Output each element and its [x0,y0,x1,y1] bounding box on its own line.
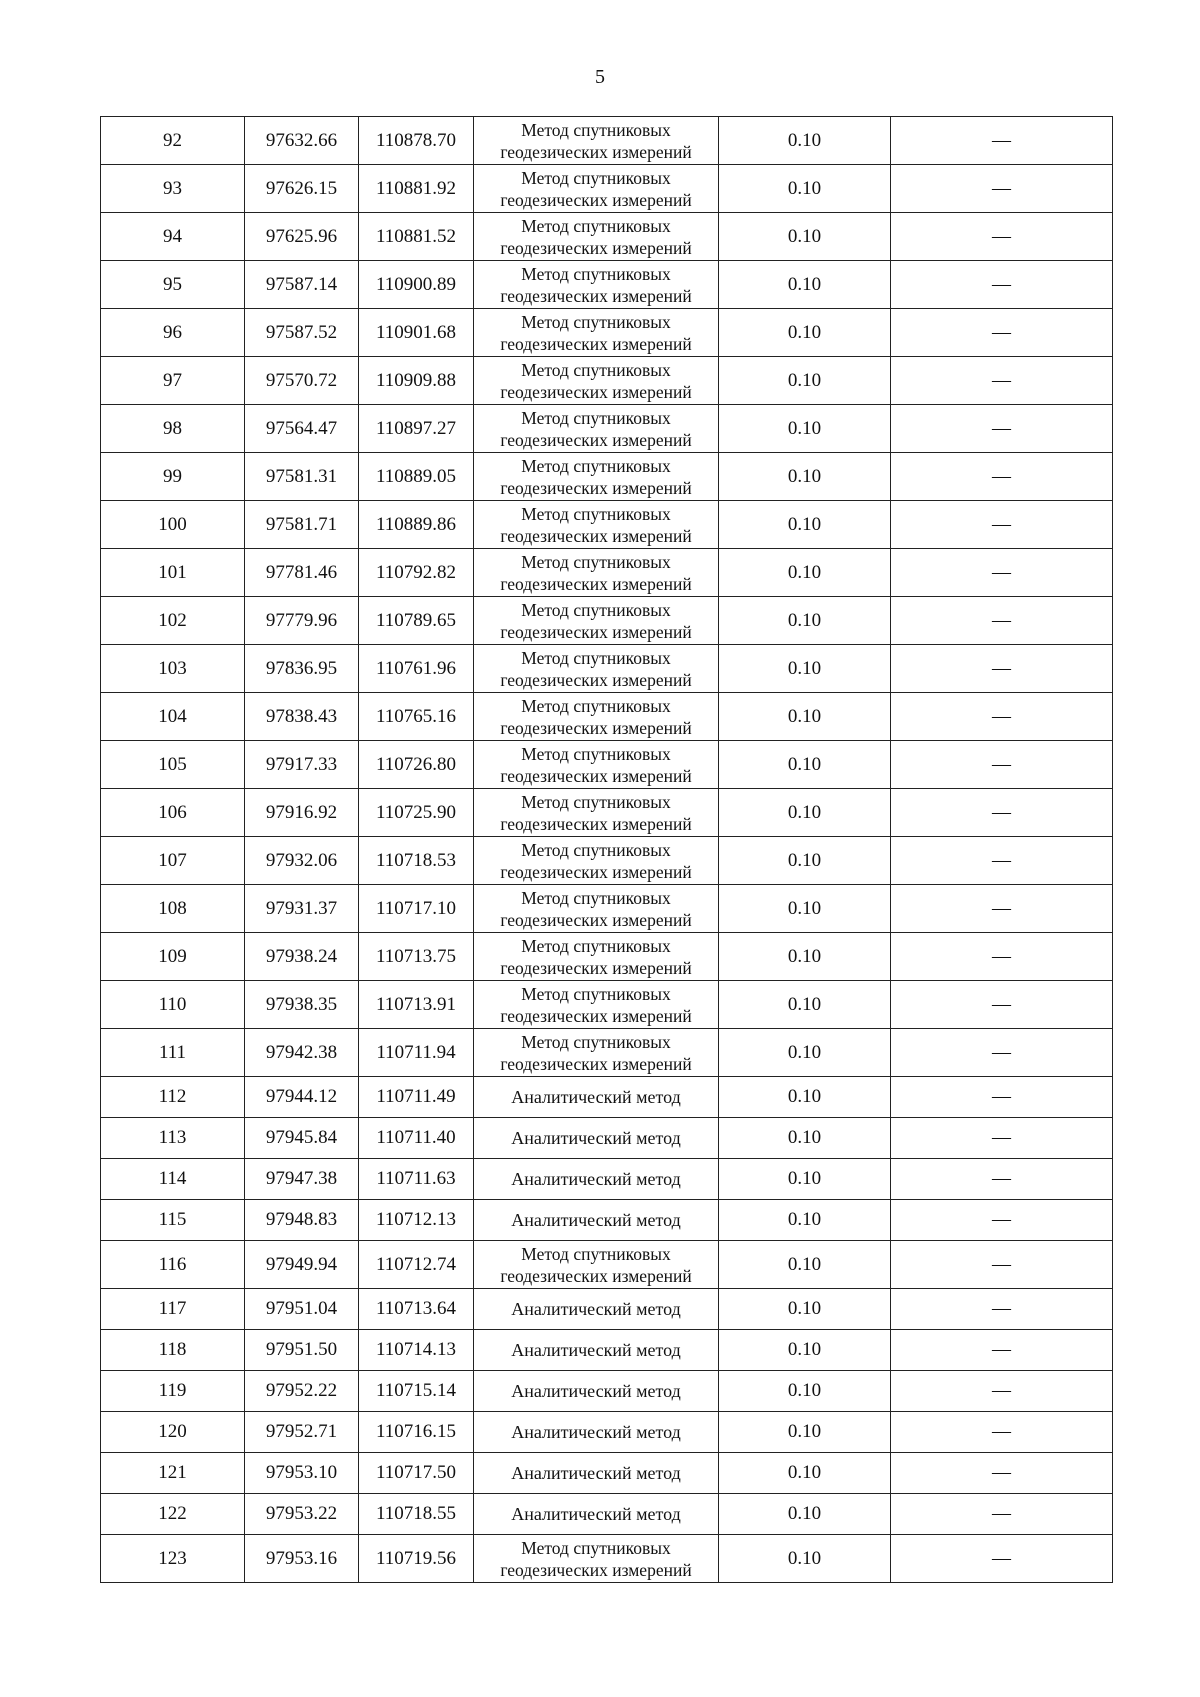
table-row [101,1494,1113,1535]
point-number-cell: 121 [101,1453,245,1494]
method-cell: Метод спутниковых геодезических измерений [474,837,719,885]
x-coordinate-cell: 97932.06 [245,837,359,885]
y-coordinate-cell: 110725.90 [359,789,474,837]
note-cell: — [891,117,1113,165]
x-coordinate-cell: 97953.10 [245,1453,359,1494]
note-cell: — [891,597,1113,645]
accuracy-cell: 0.10 [719,165,891,213]
method-cell: Аналитический метод [474,1159,719,1200]
x-coordinate-cell: 97951.04 [245,1289,359,1330]
method-cell: Аналитический метод [474,1330,719,1371]
method-cell: Метод спутниковых геодезических измерений [474,1241,719,1289]
y-coordinate-cell: 110715.14 [359,1371,474,1412]
note-cell: — [891,741,1113,789]
point-number-cell: 93 [101,165,245,213]
x-coordinate-cell: 97838.43 [245,693,359,741]
point-number-cell: 109 [101,933,245,981]
note-cell: — [891,933,1113,981]
method-cell: Аналитический метод [474,1289,719,1330]
point-number-cell: 112 [101,1077,245,1118]
y-coordinate-cell: 110889.05 [359,453,474,501]
method-cell: Аналитический метод [474,1077,719,1118]
method-cell: Метод спутниковых геодезических измерений [474,1535,719,1583]
table-row [101,501,1113,549]
accuracy-cell: 0.10 [719,1453,891,1494]
accuracy-cell: 0.10 [719,1330,891,1371]
accuracy-cell: 0.10 [719,1371,891,1412]
x-coordinate-cell: 97587.52 [245,309,359,357]
y-coordinate-cell: 110792.82 [359,549,474,597]
note-cell: — [891,261,1113,309]
y-coordinate-cell: 110719.56 [359,1535,474,1583]
x-coordinate-cell: 97570.72 [245,357,359,405]
table-row [101,1200,1113,1241]
table-row [101,1330,1113,1371]
x-coordinate-cell: 97779.96 [245,597,359,645]
method-cell: Метод спутниковых геодезических измерений [474,693,719,741]
method-cell: Метод спутниковых геодезических измерений [474,405,719,453]
y-coordinate-cell: 110718.55 [359,1494,474,1535]
x-coordinate-cell: 97947.38 [245,1159,359,1200]
accuracy-cell: 0.10 [719,1289,891,1330]
method-cell: Метод спутниковых геодезических измерений [474,453,719,501]
accuracy-cell: 0.10 [719,1494,891,1535]
y-coordinate-cell: 110711.94 [359,1029,474,1077]
point-number-cell: 98 [101,405,245,453]
accuracy-cell: 0.10 [719,117,891,165]
x-coordinate-cell: 97781.46 [245,549,359,597]
note-cell: — [891,165,1113,213]
x-coordinate-cell: 97581.71 [245,501,359,549]
method-cell: Метод спутниковых геодезических измерений [474,549,719,597]
y-coordinate-cell: 110713.75 [359,933,474,981]
x-coordinate-cell: 97836.95 [245,645,359,693]
table-row [101,213,1113,261]
point-number-cell: 111 [101,1029,245,1077]
accuracy-cell: 0.10 [719,501,891,549]
x-coordinate-cell: 97938.24 [245,933,359,981]
note-cell: — [891,1289,1113,1330]
point-number-cell: 103 [101,645,245,693]
x-coordinate-cell: 97564.47 [245,405,359,453]
method-cell: Метод спутниковых геодезических измерений [474,1029,719,1077]
x-coordinate-cell: 97952.71 [245,1412,359,1453]
method-cell: Метод спутниковых геодезических измерений [474,117,719,165]
x-coordinate-cell: 97587.14 [245,261,359,309]
x-coordinate-cell: 97945.84 [245,1118,359,1159]
y-coordinate-cell: 110765.16 [359,693,474,741]
note-cell: — [891,1077,1113,1118]
x-coordinate-cell: 97948.83 [245,1200,359,1241]
x-coordinate-cell: 97953.22 [245,1494,359,1535]
method-cell: Метод спутниковых геодезических измерений [474,213,719,261]
accuracy-cell: 0.10 [719,1241,891,1289]
method-cell: Метод спутниковых геодезических измерений [474,981,719,1029]
y-coordinate-cell: 110711.40 [359,1118,474,1159]
y-coordinate-cell: 110909.88 [359,357,474,405]
y-coordinate-cell: 110718.53 [359,837,474,885]
point-number-cell: 120 [101,1412,245,1453]
x-coordinate-cell: 97952.22 [245,1371,359,1412]
page-number: 5 [595,66,605,88]
table-row [101,165,1113,213]
point-number-cell: 97 [101,357,245,405]
note-cell: — [891,1029,1113,1077]
accuracy-cell: 0.10 [719,1029,891,1077]
note-cell: — [891,501,1113,549]
method-cell: Аналитический метод [474,1371,719,1412]
table-row [101,357,1113,405]
accuracy-cell: 0.10 [719,549,891,597]
table-row [101,453,1113,501]
point-number-cell: 110 [101,981,245,1029]
x-coordinate-cell: 97581.31 [245,453,359,501]
point-number-cell: 123 [101,1535,245,1583]
y-coordinate-cell: 110712.74 [359,1241,474,1289]
method-cell: Метод спутниковых геодезических измерений [474,309,719,357]
accuracy-cell: 0.10 [719,645,891,693]
point-number-cell: 95 [101,261,245,309]
accuracy-cell: 0.10 [719,885,891,933]
point-number-cell: 96 [101,309,245,357]
table-row [101,1289,1113,1330]
note-cell: — [891,1535,1113,1583]
note-cell: — [891,1118,1113,1159]
method-cell: Аналитический метод [474,1118,719,1159]
method-cell: Метод спутниковых геодезических измерений [474,357,719,405]
point-number-cell: 106 [101,789,245,837]
table-row [101,1077,1113,1118]
method-cell: Метод спутниковых геодезических измерений [474,261,719,309]
point-number-cell: 101 [101,549,245,597]
accuracy-cell: 0.10 [719,1077,891,1118]
table-row [101,549,1113,597]
accuracy-cell: 0.10 [719,405,891,453]
method-cell: Аналитический метод [474,1494,719,1535]
accuracy-cell: 0.10 [719,1200,891,1241]
x-coordinate-cell: 97917.33 [245,741,359,789]
accuracy-cell: 0.10 [719,1535,891,1583]
note-cell: — [891,1200,1113,1241]
y-coordinate-cell: 110713.64 [359,1289,474,1330]
y-coordinate-cell: 110711.49 [359,1077,474,1118]
table-row [101,789,1113,837]
note-cell: — [891,885,1113,933]
note-cell: — [891,693,1113,741]
note-cell: — [891,645,1113,693]
table-row [101,1453,1113,1494]
table-row [101,1241,1113,1289]
accuracy-cell: 0.10 [719,309,891,357]
y-coordinate-cell: 110717.10 [359,885,474,933]
y-coordinate-cell: 110714.13 [359,1330,474,1371]
table-row [101,837,1113,885]
method-cell: Метод спутниковых геодезических измерений [474,789,719,837]
point-number-cell: 115 [101,1200,245,1241]
accuracy-cell: 0.10 [719,789,891,837]
x-coordinate-cell: 97938.35 [245,981,359,1029]
method-cell: Аналитический метод [474,1412,719,1453]
accuracy-cell: 0.10 [719,1159,891,1200]
point-number-cell: 117 [101,1289,245,1330]
note-cell: — [891,1330,1113,1371]
note-cell: — [891,309,1113,357]
method-cell: Аналитический метод [474,1453,719,1494]
method-cell: Метод спутниковых геодезических измерений [474,885,719,933]
accuracy-cell: 0.10 [719,213,891,261]
table-row [101,117,1113,165]
point-number-cell: 118 [101,1330,245,1371]
y-coordinate-cell: 110761.96 [359,645,474,693]
accuracy-cell: 0.10 [719,981,891,1029]
y-coordinate-cell: 110716.15 [359,1412,474,1453]
table-row [101,1029,1113,1077]
accuracy-cell: 0.10 [719,357,891,405]
y-coordinate-cell: 110711.63 [359,1159,474,1200]
point-number-cell: 104 [101,693,245,741]
point-number-cell: 94 [101,213,245,261]
table-row [101,261,1113,309]
note-cell: — [891,1159,1113,1200]
coordinates-table [100,116,1113,1583]
table-row [101,981,1113,1029]
accuracy-cell: 0.10 [719,261,891,309]
point-number-cell: 100 [101,501,245,549]
x-coordinate-cell: 97944.12 [245,1077,359,1118]
x-coordinate-cell: 97632.66 [245,117,359,165]
note-cell: — [891,549,1113,597]
method-cell: Аналитический метод [474,1200,719,1241]
table-row [101,741,1113,789]
y-coordinate-cell: 110900.89 [359,261,474,309]
point-number-cell: 92 [101,117,245,165]
point-number-cell: 102 [101,597,245,645]
x-coordinate-cell: 97953.16 [245,1535,359,1583]
table-row [101,885,1113,933]
x-coordinate-cell: 97949.94 [245,1241,359,1289]
note-cell: — [891,837,1113,885]
y-coordinate-cell: 110897.27 [359,405,474,453]
method-cell: Метод спутниковых геодезических измерений [474,165,719,213]
table-row [101,933,1113,981]
accuracy-cell: 0.10 [719,741,891,789]
point-number-cell: 105 [101,741,245,789]
point-number-cell: 108 [101,885,245,933]
note-cell: — [891,405,1113,453]
table-row [101,405,1113,453]
table-row [101,1118,1113,1159]
table-row [101,1371,1113,1412]
y-coordinate-cell: 110901.68 [359,309,474,357]
table-row [101,597,1113,645]
accuracy-cell: 0.10 [719,1118,891,1159]
x-coordinate-cell: 97942.38 [245,1029,359,1077]
y-coordinate-cell: 110712.13 [359,1200,474,1241]
y-coordinate-cell: 110881.52 [359,213,474,261]
point-number-cell: 116 [101,1241,245,1289]
y-coordinate-cell: 110713.91 [359,981,474,1029]
y-coordinate-cell: 110881.92 [359,165,474,213]
point-number-cell: 119 [101,1371,245,1412]
accuracy-cell: 0.10 [719,1412,891,1453]
table-row [101,1412,1113,1453]
y-coordinate-cell: 110717.50 [359,1453,474,1494]
table-row [101,693,1113,741]
method-cell: Метод спутниковых геодезических измерений [474,645,719,693]
x-coordinate-cell: 97916.92 [245,789,359,837]
note-cell: — [891,789,1113,837]
y-coordinate-cell: 110878.70 [359,117,474,165]
y-coordinate-cell: 110726.80 [359,741,474,789]
x-coordinate-cell: 97626.15 [245,165,359,213]
note-cell: — [891,981,1113,1029]
accuracy-cell: 0.10 [719,597,891,645]
y-coordinate-cell: 110889.86 [359,501,474,549]
table-row [101,309,1113,357]
point-number-cell: 107 [101,837,245,885]
table-row [101,1159,1113,1200]
note-cell: — [891,1453,1113,1494]
x-coordinate-cell: 97951.50 [245,1330,359,1371]
x-coordinate-cell: 97625.96 [245,213,359,261]
note-cell: — [891,1371,1113,1412]
method-cell: Метод спутниковых геодезических измерений [474,933,719,981]
method-cell: Метод спутниковых геодезических измерений [474,501,719,549]
accuracy-cell: 0.10 [719,837,891,885]
table-body [101,117,1113,1583]
note-cell: — [891,1494,1113,1535]
method-cell: Метод спутниковых геодезических измерений [474,597,719,645]
point-number-cell: 122 [101,1494,245,1535]
y-coordinate-cell: 110789.65 [359,597,474,645]
note-cell: — [891,1412,1113,1453]
table-row [101,1535,1113,1583]
note-cell: — [891,1241,1113,1289]
point-number-cell: 114 [101,1159,245,1200]
accuracy-cell: 0.10 [719,693,891,741]
x-coordinate-cell: 97931.37 [245,885,359,933]
accuracy-cell: 0.10 [719,453,891,501]
accuracy-cell: 0.10 [719,933,891,981]
note-cell: — [891,213,1113,261]
table-row [101,645,1113,693]
point-number-cell: 113 [101,1118,245,1159]
note-cell: — [891,453,1113,501]
note-cell: — [891,357,1113,405]
method-cell: Метод спутниковых геодезических измерений [474,741,719,789]
point-number-cell: 99 [101,453,245,501]
